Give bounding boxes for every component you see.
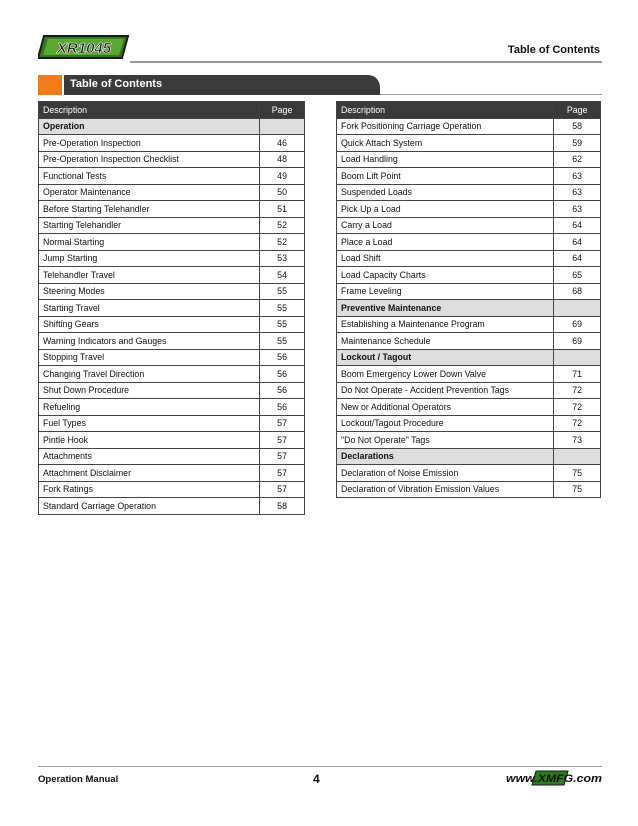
svg-text:XR1045: XR1045: [56, 40, 112, 57]
toc-entry-description: Pre-Operation Inspection: [39, 135, 260, 152]
toc-entry-row: [39, 234, 305, 251]
toc-entry-row: [337, 465, 601, 482]
toc-entry-page: 75: [554, 465, 601, 482]
section-bar-title: Table of Contents: [70, 78, 163, 90]
toc-entry-row: [39, 448, 305, 465]
toc-entry-description: Fuel Types: [39, 415, 260, 432]
toc-entry-description: Establishing a Maintenance Program: [337, 316, 554, 333]
toc-entry-page: 56: [260, 349, 305, 366]
toc-entry-page: 55: [260, 300, 305, 317]
toc-entry-page: 55: [260, 283, 305, 300]
toc-entry-row: [337, 118, 601, 135]
toc-entry-page: 62: [554, 151, 601, 168]
toc-entry-page: 52: [260, 234, 305, 251]
toc-entry-row: [39, 168, 305, 185]
toc-entry-description: Operator Maintenance: [39, 184, 260, 201]
toc-entry-page: 54: [260, 267, 305, 284]
toc-entry-page: [260, 118, 305, 135]
toc-entry-page: 63: [554, 168, 601, 185]
toc-entry-description: Carry a Load: [337, 217, 554, 234]
toc-entry-page: [554, 300, 601, 317]
toc-entry-description: Boom Lift Point: [337, 168, 554, 185]
toc-entry-page: 64: [554, 250, 601, 267]
toc-entry-row: [39, 333, 305, 350]
toc-entry-row: [39, 267, 305, 284]
toc-entry-description: Place a Load: [337, 234, 554, 251]
toc-section-title: Declarations: [337, 448, 554, 465]
toc-entry-row: [337, 399, 601, 416]
toc-entry-row: [337, 283, 601, 300]
page-header-title: Table of Contents: [507, 44, 600, 56]
toc-entry-description: Quick Attach System: [337, 135, 554, 152]
toc-entry-description: Attachment Disclaimer: [39, 465, 260, 482]
toc-entry-description: Shut Down Procedure: [39, 382, 260, 399]
toc-entry-row: [39, 382, 305, 399]
toc-entry-page: 57: [260, 465, 305, 482]
toc-entry-description: Fork Ratings: [39, 481, 260, 498]
toc-entry-page: 75: [554, 481, 601, 498]
toc-entry-description: Pick Up a Load: [337, 201, 554, 218]
toc-entry-page: 64: [554, 217, 601, 234]
toc-entry-row: [39, 465, 305, 482]
toc-section-row: [337, 300, 601, 317]
toc-table-right: [336, 101, 601, 498]
toc-entry-description: Refueling: [39, 399, 260, 416]
toc-entry-page: 58: [554, 118, 601, 135]
toc-entry-page: 63: [554, 184, 601, 201]
toc-entry-row: [39, 399, 305, 416]
toc-entry-page: 49: [260, 168, 305, 185]
toc-entry-row: [337, 333, 601, 350]
toc-entry-description: Warning Indicators and Gauges: [39, 333, 260, 350]
toc-entry-row: [39, 481, 305, 498]
toc-entry-page: 71: [554, 366, 601, 383]
toc-entry-row: [337, 481, 601, 498]
toc-section-title: Preventive Maintenance: [337, 300, 554, 317]
toc-entry-page: 57: [260, 448, 305, 465]
toc-entry-description: Starting Travel: [39, 300, 260, 317]
toc-entry-row: [337, 201, 601, 218]
toc-entry-page: 72: [554, 415, 601, 432]
toc-entry-row: [39, 349, 305, 366]
toc-entry-description: Steering Modes: [39, 283, 260, 300]
toc-entry-page: 72: [554, 382, 601, 399]
toc-entry-page: 46: [260, 135, 305, 152]
toc-entry-page: 63: [554, 201, 601, 218]
toc-entry-page: 52: [260, 217, 305, 234]
toc-entry-page: 53: [260, 250, 305, 267]
column-header-description: Description: [337, 102, 554, 119]
toc-entry-row: [39, 300, 305, 317]
toc-entry-row: [39, 250, 305, 267]
toc-entry-description: Boom Emergency Lower Down Valve: [337, 366, 554, 383]
toc-entry-row: [337, 184, 601, 201]
toc-entry-row: [39, 415, 305, 432]
toc-entry-description: "Do Not Operate" Tags: [337, 432, 554, 449]
header-divider: [130, 61, 602, 63]
toc-entry-row: [39, 201, 305, 218]
page-number: 4: [313, 772, 320, 786]
toc-entry-description: Jump Starting: [39, 250, 260, 267]
xmfg-website-logo: [506, 770, 602, 786]
toc-entry-row: [39, 135, 305, 152]
column-header-page: Page: [260, 102, 305, 119]
toc-section-row: [337, 448, 601, 465]
toc-entry-description: Load Handling: [337, 151, 554, 168]
toc-entry-description: Telehandler Travel: [39, 267, 260, 284]
toc-entry-description: Declaration of Vibration Emission Values: [337, 481, 554, 498]
toc-entry-page: 55: [260, 333, 305, 350]
toc-entry-page: 57: [260, 432, 305, 449]
toc-entry-row: [337, 432, 601, 449]
toc-entry-description: Changing Travel Direction: [39, 366, 260, 383]
toc-entry-description: Standard Carriage Operation: [39, 498, 260, 515]
toc-entry-row: [337, 135, 601, 152]
section-bar-accent: [38, 75, 62, 95]
toc-entry-page: 57: [260, 415, 305, 432]
toc-entry-page: [554, 349, 601, 366]
footer-manual-title: Operation Manual: [38, 774, 119, 785]
toc-entry-description: Load Capacity Charts: [337, 267, 554, 284]
toc-entry-page: 51: [260, 201, 305, 218]
toc-entry-page: 73: [554, 432, 601, 449]
toc-entry-description: Stopping Travel: [39, 349, 260, 366]
toc-entry-page: 50: [260, 184, 305, 201]
table-header-row: [39, 102, 305, 119]
toc-entry-row: [39, 498, 305, 515]
toc-section-row: [39, 118, 305, 135]
toc-entry-description: Starting Telehandler: [39, 217, 260, 234]
toc-section-title: Operation: [39, 118, 260, 135]
toc-section-row: [337, 349, 601, 366]
toc-entry-page: 64: [554, 234, 601, 251]
column-header-description: Description: [39, 102, 260, 119]
toc-entry-row: [39, 184, 305, 201]
toc-entry-page: 56: [260, 382, 305, 399]
toc-entry-page: 56: [260, 366, 305, 383]
toc-entry-row: [337, 382, 601, 399]
toc-entry-page: 48: [260, 151, 305, 168]
toc-entry-row: [337, 316, 601, 333]
toc-entry-page: 56: [260, 399, 305, 416]
svg-text:www.XMFG.com: www.XMFG.com: [506, 773, 602, 785]
toc-entry-description: Fork Positioning Carriage Operation: [337, 118, 554, 135]
toc-entry-description: Shifting Gears: [39, 316, 260, 333]
toc-entry-row: [39, 432, 305, 449]
toc-table-left: [38, 101, 305, 515]
toc-entry-description: New or Additional Operators: [337, 399, 554, 416]
toc-entry-description: Attachments: [39, 448, 260, 465]
toc-entry-description: Declaration of Noise Emission: [337, 465, 554, 482]
toc-entry-page: 72: [554, 399, 601, 416]
footer-divider: [38, 766, 602, 767]
toc-entry-description: Suspended Loads: [337, 184, 554, 201]
toc-entry-row: [337, 234, 601, 251]
toc-entry-page: 55: [260, 316, 305, 333]
toc-entry-page: 57: [260, 481, 305, 498]
toc-entry-description: Maintenance Schedule: [337, 333, 554, 350]
toc-entry-page: [554, 448, 601, 465]
toc-entry-row: [39, 366, 305, 383]
toc-entry-description: Lockout/Tagout Procedure: [337, 415, 554, 432]
toc-entry-row: [39, 217, 305, 234]
toc-entry-description: Do Not Operate - Accident Prevention Tags: [337, 382, 554, 399]
toc-entry-page: 65: [554, 267, 601, 284]
toc-entry-page: 58: [260, 498, 305, 515]
toc-entry-description: Pre-Operation Inspection Checklist: [39, 151, 260, 168]
toc-entry-page: 69: [554, 316, 601, 333]
column-header-page: Page: [554, 102, 601, 119]
section-bar-divider: [380, 94, 602, 95]
toc-entry-page: 59: [554, 135, 601, 152]
toc-entry-description: Pintle Hook: [39, 432, 260, 449]
toc-entry-row: [39, 151, 305, 168]
toc-entry-page: 69: [554, 333, 601, 350]
toc-entry-description: Frame Leveling: [337, 283, 554, 300]
toc-entry-description: Functional Tests: [39, 168, 260, 185]
toc-entry-row: [337, 267, 601, 284]
toc-entry-description: Load Shift: [337, 250, 554, 267]
toc-entry-row: [337, 151, 601, 168]
toc-entry-description: Before Starting Telehandler: [39, 201, 260, 218]
toc-entry-row: [39, 283, 305, 300]
xr1045-logo: [38, 34, 130, 60]
toc-entry-row: [337, 168, 601, 185]
toc-entry-description: Normal Starting: [39, 234, 260, 251]
toc-section-title: Lockout / Tagout: [337, 349, 554, 366]
toc-entry-row: [39, 316, 305, 333]
toc-entry-row: [337, 217, 601, 234]
toc-entry-row: [337, 415, 601, 432]
table-header-row: [337, 102, 601, 119]
toc-entry-page: 68: [554, 283, 601, 300]
toc-entry-row: [337, 366, 601, 383]
toc-entry-row: [337, 250, 601, 267]
